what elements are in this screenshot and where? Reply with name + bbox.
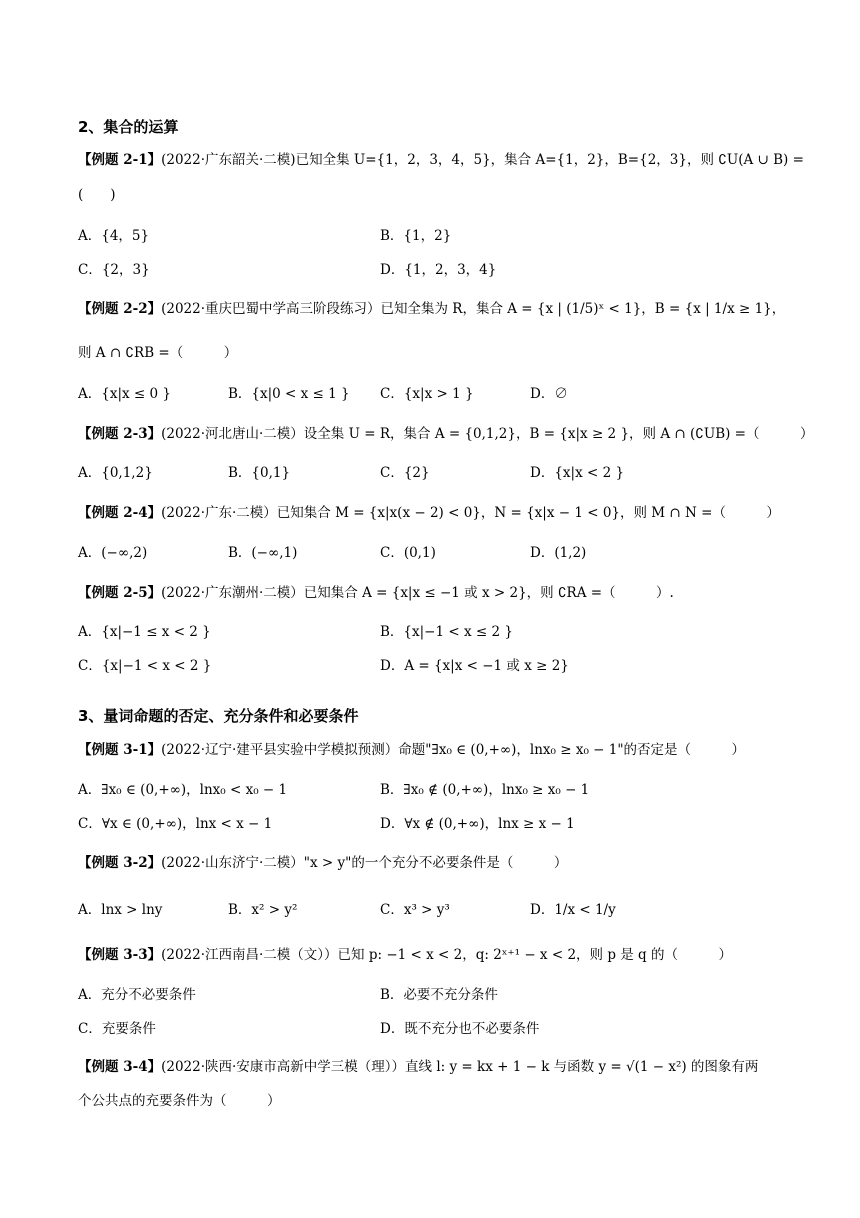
question-stem: (2022·陕西·安康市高新中学三模（理））直线 l: y = kx + 1 − k 与函数 y = √(1 − x²) 的图象有两 xyxy=(161,1059,759,1075)
option-b: B．(−∞,1) xyxy=(228,545,298,561)
question-label: 【例题 3-4】 xyxy=(78,1059,162,1075)
option-c: C．充要条件 xyxy=(78,1021,156,1037)
question-label: 【例题 2-5】 xyxy=(78,585,162,601)
option-c: C．(0,1) xyxy=(380,545,436,561)
option-d: D．{x|x < 2 } xyxy=(530,465,625,481)
question-label: 【例题 2-1】 xyxy=(78,152,162,168)
question-stem: (2022·山东济宁·二模）"x > y"的一个充分不必要条件是（ ） xyxy=(161,855,568,871)
option-a: A．(−∞,2) xyxy=(78,545,148,561)
question-stem: (2022·辽宁·建平县实验中学模拟预测）命题"∃x₀ ∈ (0,+∞)，lnx₀ ≥ x₀ − 1"的否定是（ ） xyxy=(161,742,746,758)
question-stem-cont: 个公共点的充要条件为（ ） xyxy=(78,1093,281,1109)
question-2-5 xyxy=(78,581,674,601)
option-d: D．既不充分也不必要条件 xyxy=(380,1021,540,1037)
question-2-4 xyxy=(78,501,780,521)
option-b: B．{0,1} xyxy=(228,465,291,481)
section-title-2: 2、集合的运算 xyxy=(78,118,179,136)
option-a: A．{0,1,2} xyxy=(78,465,153,481)
question-stem: (2022·江西南昌·二模（文））已知 p: −1 < x < 2，q: 2ˣ⁺¹ − x < 2，则 p 是 q 的（ ） xyxy=(161,947,732,963)
option-a: A．{x|x ≤ 0 } xyxy=(78,386,171,402)
question-label: 【例题 3-3】 xyxy=(78,947,162,963)
option-b: B．必要不充分条件 xyxy=(380,987,498,1003)
option-d: D．1/x < 1/y xyxy=(530,902,616,918)
question-3-3 xyxy=(78,943,732,963)
question-label: 【例题 2-2】 xyxy=(78,301,162,317)
option-c: C．{x|x > 1 } xyxy=(380,386,474,402)
question-label: 【例题 2-4】 xyxy=(78,505,162,521)
option-b: B．{1，2} xyxy=(380,228,452,244)
question-2-3 xyxy=(78,422,814,442)
option-a: A．∃x₀ ∈ (0,+∞)，lnx₀ < x₀ − 1 xyxy=(78,782,288,798)
question-label: 【例题 3-2】 xyxy=(78,855,162,871)
answer-paren: ( ) xyxy=(78,187,116,203)
question-stem: (2022·广东韶关·二模)已知全集 U={1，2，3，4，5}，集合 A={1，2}，B={2，3}，则 ∁U(A ∪ B) = xyxy=(161,152,804,168)
question-label: 【例题 2-3】 xyxy=(78,426,162,442)
question-label: 【例题 3-1】 xyxy=(78,742,162,758)
option-a: A．{x|−1 ≤ x < 2 } xyxy=(78,624,211,640)
question-3-4 xyxy=(78,1055,758,1075)
option-a: A．lnx > lny xyxy=(78,902,163,918)
question-stem: (2022·广东潮州·二模）已知集合 A = {x|x ≤ −1 或 x > 2}，则 ∁RA =（ ）. xyxy=(161,585,674,601)
section-title-3: 3、量词命题的否定、充分条件和必要条件 xyxy=(78,707,359,725)
option-b: B．{x|−1 < x ≤ 2 } xyxy=(380,624,513,640)
option-a: A．{4，5} xyxy=(78,228,150,244)
question-2-2 xyxy=(78,297,785,317)
question-stem-cont: 则 A ∩ ∁RB =（ ） xyxy=(78,345,238,361)
question-stem: (2022·广东·二模）已知集合 M = {x|x(x − 2) < 0}，N = {x|x − 1 < 0}，则 M ∩ N =（ ） xyxy=(161,505,780,521)
option-b: B．∃x₀ ∉ (0,+∞)，lnx₀ ≥ x₀ − 1 xyxy=(380,782,590,798)
question-3-1 xyxy=(78,738,745,758)
option-a: A．充分不必要条件 xyxy=(78,987,196,1003)
option-d: D．(1,2) xyxy=(530,545,587,561)
option-c: C．{2，3} xyxy=(78,262,150,278)
option-d: D．{1，2，3，4} xyxy=(380,262,497,278)
question-3-2 xyxy=(78,851,567,871)
question-stem: (2022·重庆巴蜀中学高三阶段练习）已知全集为 R，集合 A = {x | (1/5)ˣ < 1}，B = {x | 1/x ≥ 1}， xyxy=(161,301,786,317)
option-c: C．{2} xyxy=(380,465,430,481)
option-d: D．A = {x|x < −1 或 x ≥ 2} xyxy=(380,658,569,674)
question-stem: (2022·河北唐山·二模）设全集 U = R，集合 A = {0,1,2}，B = {x|x ≥ 2 }，则 A ∩ (∁UB) =（ ） xyxy=(161,426,814,442)
option-d: D．∅ xyxy=(530,386,568,402)
option-c: C．∀x ∈ (0,+∞)，lnx < x − 1 xyxy=(78,816,273,832)
option-c: C．x³ > y³ xyxy=(380,902,450,918)
question-2-1 xyxy=(78,148,804,168)
option-c: C．{x|−1 < x < 2 } xyxy=(78,658,212,674)
option-b: B．x² > y² xyxy=(228,902,298,918)
option-d: D．∀x ∉ (0,+∞)，lnx ≥ x − 1 xyxy=(380,816,575,832)
option-b: B．{x|0 < x ≤ 1 } xyxy=(228,386,350,402)
